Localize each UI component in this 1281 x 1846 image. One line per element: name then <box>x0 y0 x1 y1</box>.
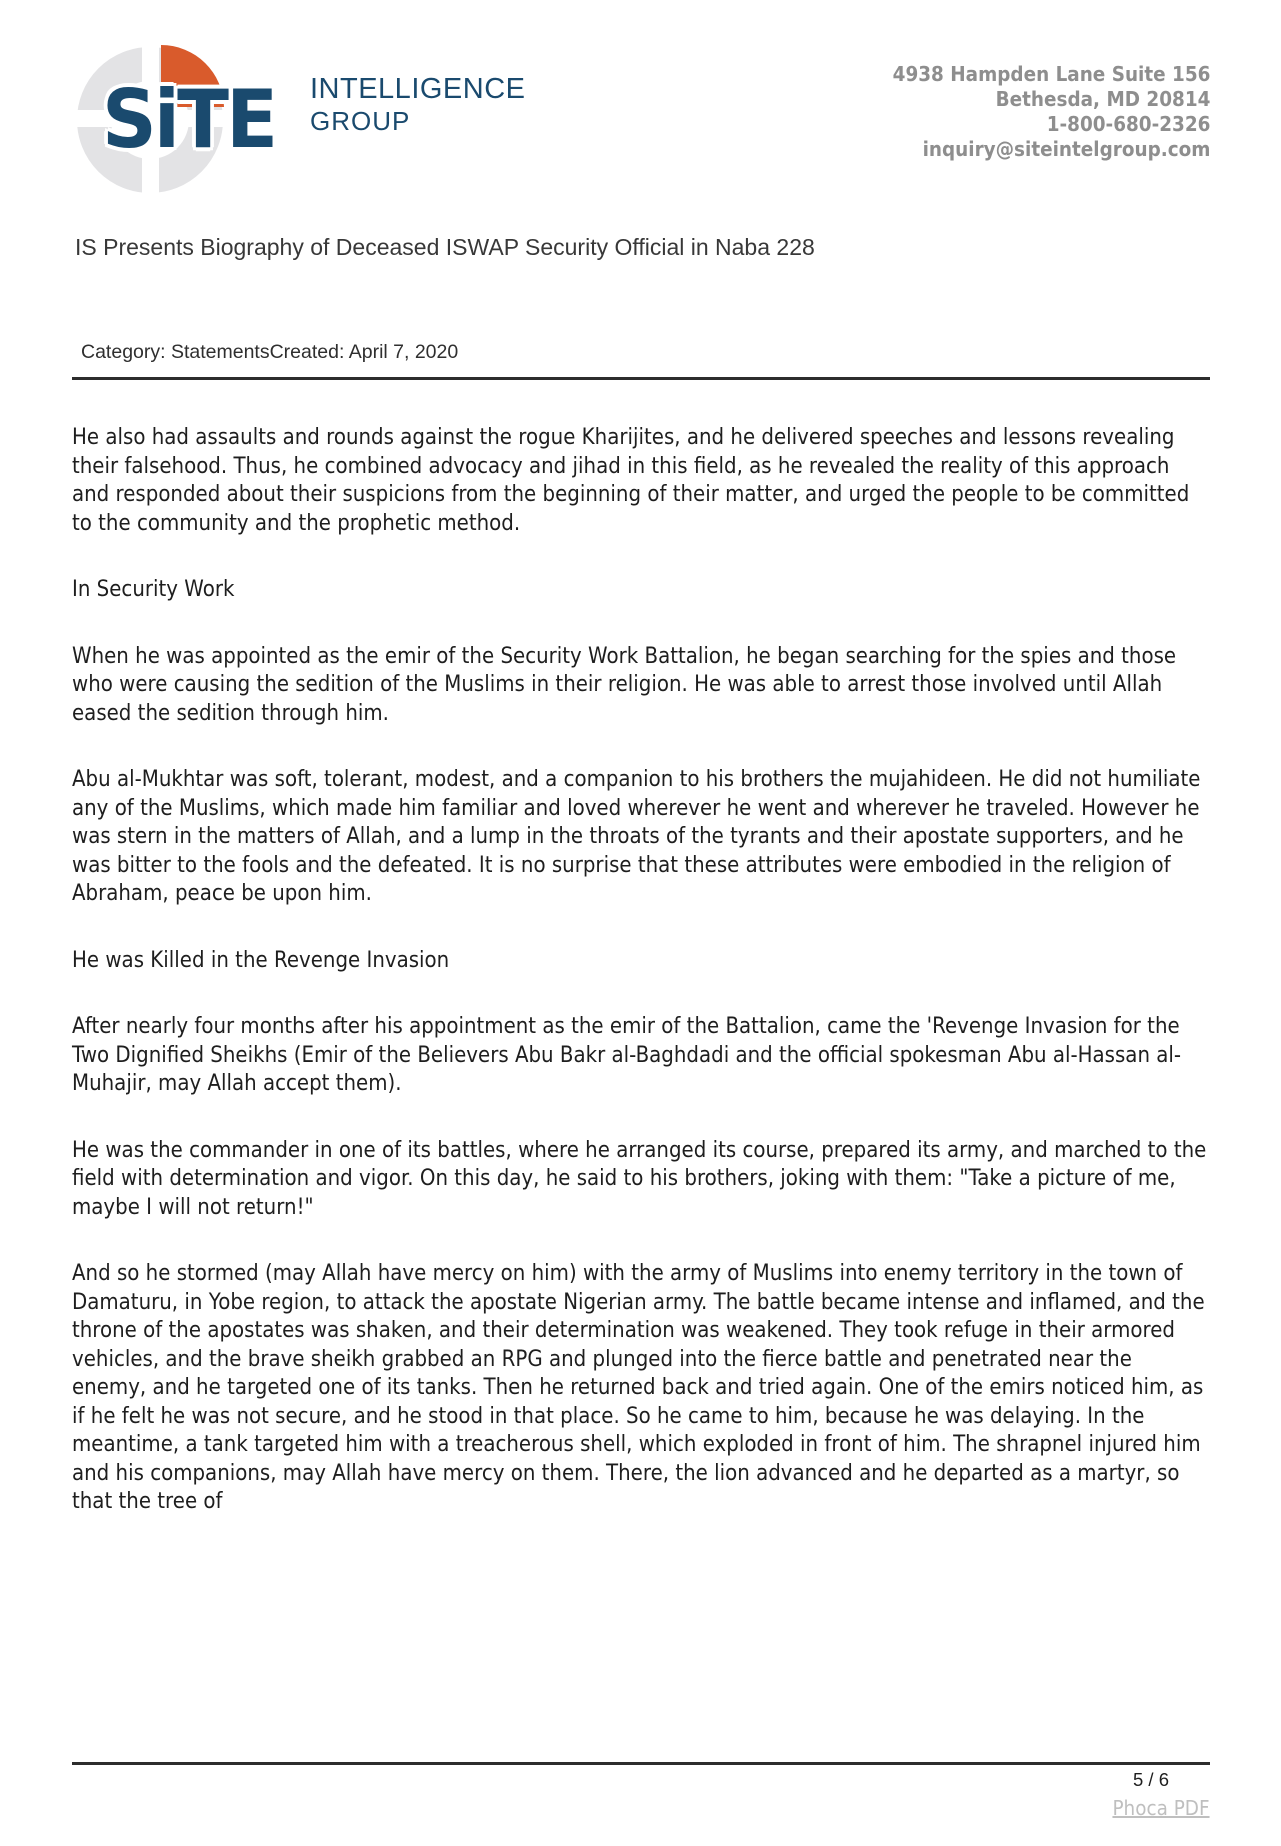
contact-block <box>892 62 1210 162</box>
header-divider <box>72 377 1210 380</box>
footer-divider <box>72 1762 1210 1765</box>
logo-intelligence-label: INTELLIGENCE <box>310 73 526 105</box>
site-wordmark: SiTE <box>102 73 276 166</box>
paragraph: When he was appointed as the emir of the Security Work Battalion, he began searching for the spies and those who were causing the sedition of the Muslims in their religion. He was able to arrest those involved until Allah eased the sedition through him. <box>72 643 1177 726</box>
article-body <box>72 424 1211 1555</box>
paragraph: He was the commander in one of its battles, where he arranged its course, prepared its army, and marched to the field with determination and vigor. On this day, he said to his brothers, joking with them: "Take a picture of me, maybe I will not return!" <box>72 1137 1207 1220</box>
contact-line: inquiry@siteintelgroup.com <box>922 137 1210 161</box>
paragraph: In Security Work <box>72 577 235 602</box>
page-title: IS Presents Biography of Deceased ISWAP Security Official in Naba 228 <box>75 234 815 260</box>
paragraph: Abu al-Mukhtar was soft, tolerant, modest, and a companion to his brothers the mujahideen. He did not humiliate any of the Muslims, which made him familiar and loved wherever he went and wherever he traveled. However he was stern in the matters of Allah, and a lump in the throats of the tyrants and their apostate supporters, and he was bitter to the fools and the defeated. It is no surprise that these attributes were embodied in the religion of Abraham, peace be upon him. <box>72 767 1201 906</box>
contact-line: 1-800-680-2326 <box>1046 112 1210 136</box>
paragraph: He also had assaults and rounds against the rogue Kharijites, and he delivered speeches and lessons revealing their falsehood. Thus, he combined advocacy and jihad in this field, as he revealed the reality of this approach and responded about their suspicions from the beginning of their matter, and urged the people to be committed to the community and the prophetic method. <box>72 425 1190 536</box>
site-logo <box>72 40 552 200</box>
article-meta: Category: StatementsCreated: April 7, 2020 <box>81 341 459 363</box>
contact-line: Bethesda, MD 20814 <box>995 87 1210 111</box>
phoca-pdf-link[interactable]: Phoca PDF <box>1112 1796 1210 1820</box>
paragraph: He was Killed in the Revenge Invasion <box>72 947 450 973</box>
page-number: 5 / 6 <box>1133 1769 1169 1790</box>
paragraph: After nearly four months after his appointment as the emir of the Battalion, came the 'Revenge Invasion for the Two Dignified Sheikhs (Emir of the Believers Abu Bakr al-Baghdadi and the official spokesman Abu al-Hassan al-Muhajir, may Allah accept them). <box>72 1014 1182 1096</box>
contact-line: 4938 Hampden Lane Suite 156 <box>892 62 1210 86</box>
logo-subtitle <box>310 72 526 136</box>
paragraph: And so he stormed (may Allah have mercy on him) with the army of Muslims into enemy territory in the town of Damaturu, in Yobe region, to attack the apostate Nigerian army. The battle became intense and inflamed, and the throne of the apostates was shaken, and their determination was weakened. They took refuge in their armored vehicles, and the brave sheikh grabbed an RPG and plunged into the fierce battle and penetrated near the enemy, and he targeted one of its tanks. Then he returned back and tried again. One of the emirs noticed him, as if he felt he was not secure, and he stood in that place. So he came to him, because he was delaying. In the meantime, a tank targeted him with a treacherous shell, which exploded in front of him. The shrapnel injured him and his companions, may Allah have mercy on them. There, the lion advanced and he departed as a martyr, so that the tree of <box>72 1261 1205 1514</box>
logo-group-label: GROUP <box>310 106 411 136</box>
